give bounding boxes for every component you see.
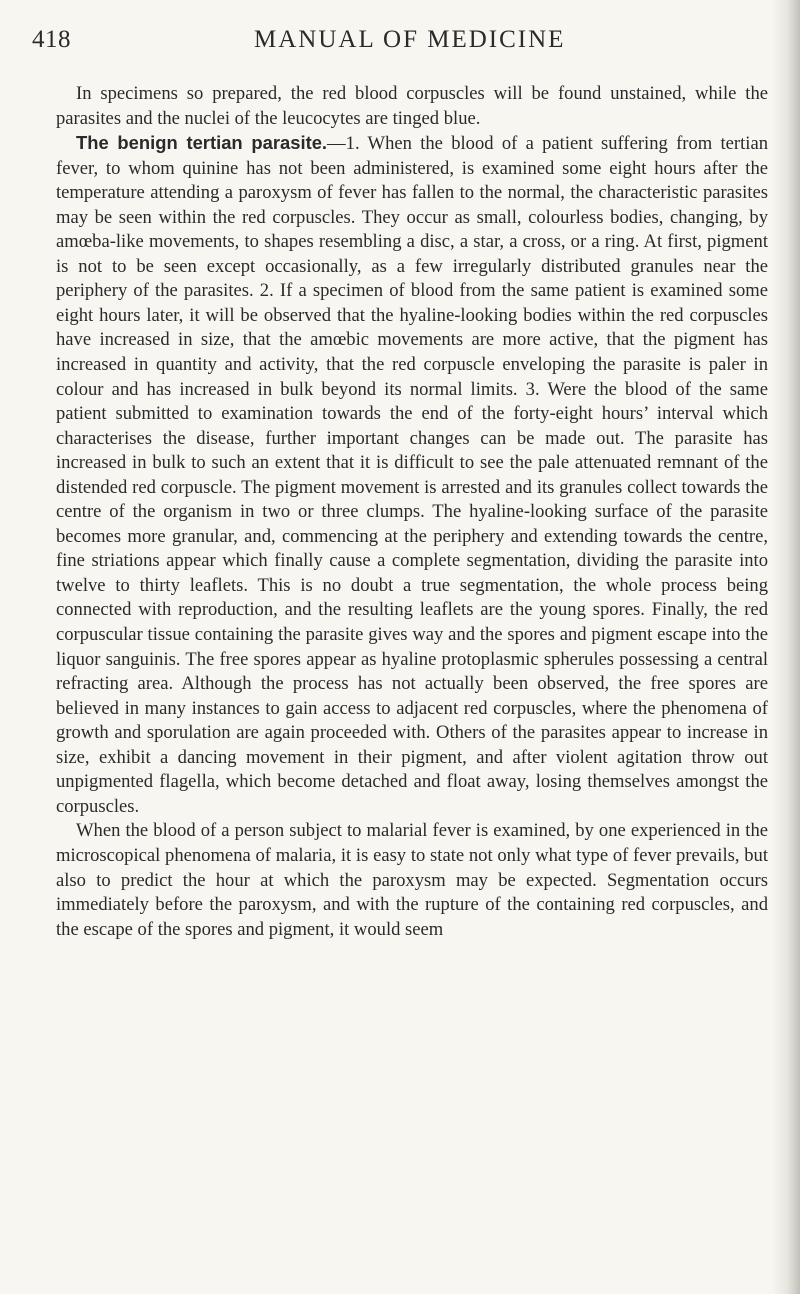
running-head: MANUAL OF MEDICINE [254,26,566,53]
body-text [56,82,768,942]
paragraph-benign-tertian [56,131,768,819]
paragraph-benign-tertian-text: —1. When the blood of a patient suffering from tertian fever, to whom quinine has not been administered, is examined some eight hours after the temperature attending a paroxysm of fever has fallen to the normal, the characteristic parasites may be seen within the red corpuscles. They occur as small, colourless bodies, changing, by amœba-like movements, to shapes resembling a disc, a star, a cross, or a ring. At first, pigment is not to be seen except occasionally, as a few irregularly distributed granules near the periphery of the parasites. 2. If a specimen of blood from the same patient is examined some eight hours later, it will be observed that the hyaline-looking bodies within the red corpuscles have increased in size, that the amœbic movements are more active, that the pigment has increased in quantity and activity, that the red corpuscle enveloping the parasite is paler in colour and has increased in bulk beyond its normal limits. 3. Were the blood of the same patient submitted to examination towards the end of the forty-eight hours’ interval which characterises the disease, further important changes can be made out. The parasite has increased in bulk to such an extent that it is difficult to see the pale attenuated remnant of the distended red corpuscle. The pigment movement is arrested and its granules collect towards the centre of the organism in two or three clumps. The hyaline-looking surface of the parasite becomes more granular, and, commencing at the periphery and extending towards the centre, fine striations appear which finally cause a complete segmentation, dividing the parasite into twelve to thirty leaflets. This is no doubt a true segmentation, the whole process being connected with reproduction, and the resulting leaflets are the young spores. Finally, the red corpuscular tissue containing the parasite gives way and the spores and pigment escape into the liquor sanguinis. The free spores appear as hyaline protoplasmic spherules possessing a central refracting area. Although the process has not actually been observed, the free spores are believed in many instances to gain access to adjacent red corpuscles, where the phenomena of growth and sporulation are again proceeded with. Others of the parasites appear to increase in size, exhibit a dancing movement in their pigment, and after violent agitation throw out unpigmented flagella, which become detached and float away, losing themselves amongst the corpuscles. [56,133,768,817]
section-heading-benign-tertian: The benign tertian parasite. [76,132,328,154]
scan-page-edge [772,0,800,1294]
paragraph-specimens-text: In specimens so prepared, the red blood corpuscles will be found unstained, while the parasites and the nuclei of the leucocytes are tinged blue. [56,83,768,129]
paragraph-specimens [56,82,768,131]
paragraph-malarial-examination [56,819,768,942]
page-number: 418 [32,26,71,53]
page-header [32,26,772,66]
paragraph-malarial-examination-text: When the blood of a person subject to malarial fever is examined, by one experienced in the microscopical phenomena of malaria, it is easy to state not only what type of fever prevails, but also to predict the hour at which the paroxysm may be expected. Segmentation occurs immediately before the paroxysm, and with the rupture of the containing red corpuscles, and the escape of the spores and pigment, it would seem [56,820,768,940]
